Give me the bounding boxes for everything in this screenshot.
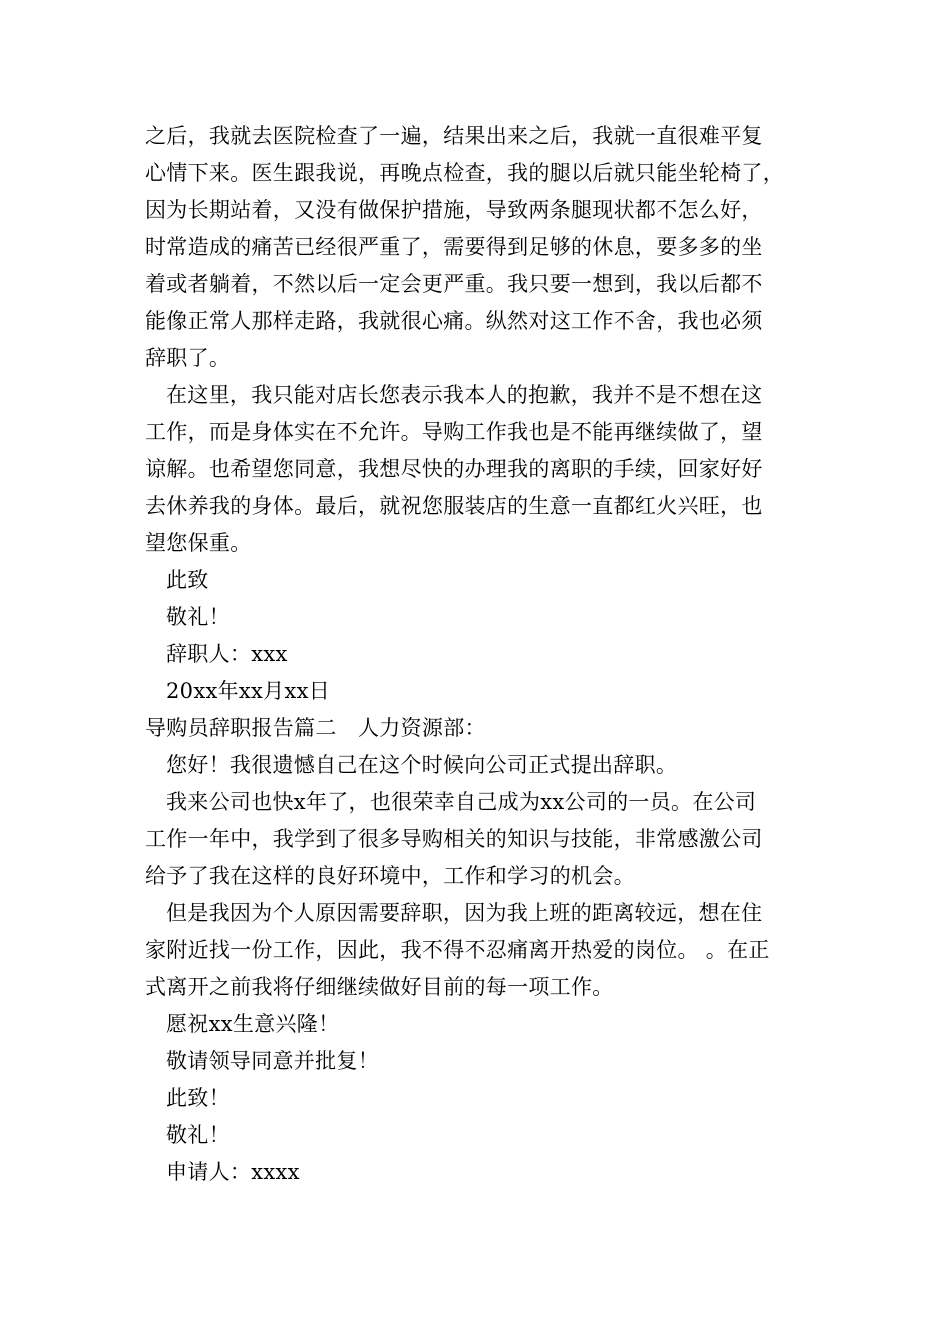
text-line: 心情下来。医生跟我说，再晚点检查，我的腿以后就只能坐轮椅了，	[145, 161, 784, 185]
text-line: 导购员辞职报告篇二 人力资源部：	[145, 716, 486, 740]
text-line: 家附近找一份工作，因此，我不得不忍痛离开热爱的岗位。 。在正	[145, 938, 770, 962]
text-line: 时常造成的痛苦已经很严重了，需要得到足够的休息，要多多的坐	[145, 235, 763, 259]
text-line: 此致！	[166, 1086, 230, 1110]
text-line: 愿祝xx生意兴隆！	[166, 1012, 340, 1036]
text-line: 申请人：xxxx	[166, 1160, 300, 1184]
text-line: 工作，而是身体实在不允许。导购工作我也是不能再继续做了，望	[145, 420, 763, 444]
document-body	[145, 118, 825, 1191]
text-line: 辞职人：xxx	[166, 642, 288, 666]
text-line: 着或者躺着，不然以后一定会更严重。我只要一想到，我以后都不	[145, 272, 763, 296]
text-line: 敬礼！	[166, 605, 230, 629]
text-line: 但是我因为个人原因需要辞职，因为我上班的距离较远，想在住	[166, 901, 763, 925]
text-line: 望您保重。	[145, 531, 252, 555]
text-line: 工作一年中，我学到了很多导购相关的知识与技能，非常感激公司	[145, 827, 763, 851]
text-line: 我来公司也快x年了，也很荣幸自己成为xx公司的一员。在公司	[166, 790, 757, 814]
text-line: 谅解。也希望您同意，我想尽快的办理我的离职的手续，回家好好	[145, 457, 763, 481]
text-line: 式离开之前我将仔细继续做好目前的每一项工作。	[145, 975, 614, 999]
text-line: 在这里，我只能对店长您表示我本人的抱歉，我并不是不想在这	[166, 383, 763, 407]
text-line: 因为长期站着，又没有做保护措施，导致两条腿现状都不怎么好，	[145, 198, 763, 222]
text-line: 给予了我在这样的良好环境中，工作和学习的机会。	[145, 864, 635, 888]
text-line: 20xx年xx月xx日	[166, 679, 331, 703]
text-line: 能像正常人那样走路，我就很心痛。纵然对这工作不舍，我也必须	[145, 309, 763, 333]
text-line: 敬礼！	[166, 1123, 230, 1147]
text-line: 之后，我就去医院检查了一遍，结果出来之后，我就一直很难平复	[145, 124, 763, 148]
text-line: 敬请领导同意并批复！	[166, 1049, 379, 1073]
text-line: 您好！我很遗憾自己在这个时候向公司正式提出辞职。	[166, 753, 678, 777]
text-line: 辞职了。	[145, 346, 231, 370]
text-line: 此致	[166, 568, 209, 592]
text-line: 去休养我的身体。最后，就祝您服装店的生意一直都红火兴旺，也	[145, 494, 763, 518]
